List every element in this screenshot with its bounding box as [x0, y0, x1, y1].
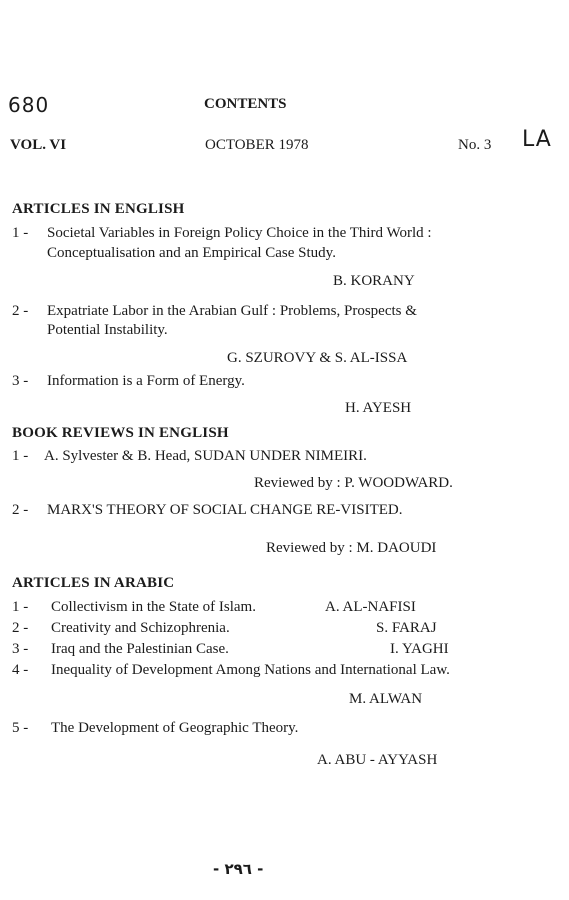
- review-title: MARX'S THEORY OF SOCIAL CHANGE RE-VISITED.: [47, 502, 403, 518]
- article-number: 3 -: [12, 641, 29, 657]
- article-author: H. AYESH: [345, 400, 412, 416]
- handwritten-page-number: 680: [8, 93, 50, 117]
- article-number: 2 -: [12, 620, 29, 636]
- page-number: - ٢٩٦ -: [213, 860, 264, 878]
- article-title: Expatriate Labor in the Arabian Gulf : Problems, Prospects &: [47, 303, 417, 319]
- article-number: 2 -: [12, 303, 29, 319]
- article-author: A. ABU - AYYASH: [317, 752, 438, 768]
- article-title: Inequality of Development Among Nations and International Law.: [51, 662, 450, 678]
- article-title-continued: Conceptualisation and an Empirical Case Study.: [47, 245, 336, 261]
- section-heading-book-reviews: BOOK REVIEWS IN ENGLISH: [12, 425, 229, 441]
- section-heading-articles-english: ARTICLES IN ENGLISH: [12, 201, 185, 217]
- issue-date: OCTOBER 1978: [205, 137, 309, 153]
- issue-number: No. 3: [458, 137, 492, 153]
- article-author: B. KORANY: [333, 273, 415, 289]
- article-title: The Development of Geographic Theory.: [51, 720, 299, 736]
- handwritten-mark: LA: [522, 127, 552, 152]
- article-author: I. YAGHI: [390, 641, 449, 657]
- article-author: A. AL-NAFISI: [325, 599, 416, 615]
- article-title: Information is a Form of Energy.: [47, 373, 245, 389]
- article-number: 1 -: [12, 599, 29, 615]
- review-reviewer: Reviewed by : M. DAOUDI: [266, 540, 437, 556]
- article-title: Iraq and the Palestinian Case.: [51, 641, 229, 657]
- article-number: 5 -: [12, 720, 29, 736]
- article-author: G. SZUROVY & S. AL-ISSA: [227, 350, 408, 366]
- article-author: S. FARAJ: [376, 620, 437, 636]
- article-title: Creativity and Schizophrenia.: [51, 620, 230, 636]
- review-title: A. Sylvester & B. Head, SUDAN UNDER NIMEIRI.: [44, 448, 367, 464]
- section-heading-articles-arabic: ARTICLES IN ARABIC: [12, 575, 175, 591]
- article-author: M. ALWAN: [349, 691, 423, 707]
- review-number: 1 -: [12, 448, 29, 464]
- article-title: Societal Variables in Foreign Policy Choice in the Third World :: [47, 225, 432, 241]
- review-reviewer: Reviewed by : P. WOODWARD.: [254, 475, 453, 491]
- article-title: Collectivism in the State of Islam.: [51, 599, 256, 615]
- article-number: 3 -: [12, 373, 29, 389]
- volume-label: VOL. VI: [10, 137, 67, 153]
- article-number: 4 -: [12, 662, 29, 678]
- article-title-continued: Potential Instability.: [47, 322, 168, 338]
- article-number: 1 -: [12, 225, 29, 241]
- contents-title: CONTENTS: [204, 96, 287, 112]
- review-number: 2 -: [12, 502, 29, 518]
